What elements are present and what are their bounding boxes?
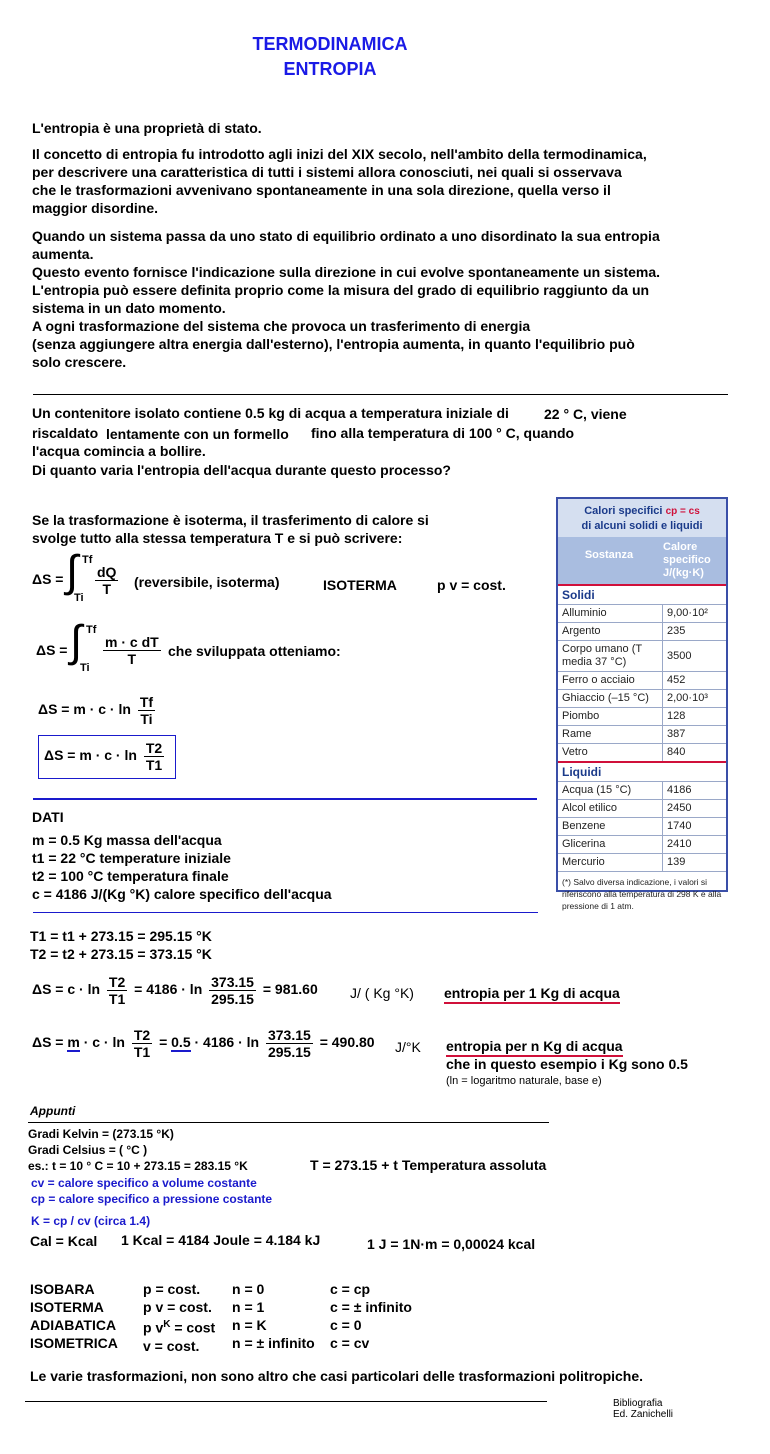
eq2-label-text: entropia per n Kg di acqua xyxy=(446,1038,623,1057)
cell-name: Ferro o acciaio xyxy=(558,672,663,689)
transformations-n xyxy=(232,1280,315,1352)
cell-name: Mercurio xyxy=(558,854,663,871)
cell-name: Piombo xyxy=(558,708,663,725)
eq1-label-text: entropia per 1 Kg di acqua xyxy=(444,985,620,1004)
transform-n: n = 0 xyxy=(232,1281,265,1297)
problem-line1b: 22 ° C, viene xyxy=(544,406,627,422)
problem-line2b: lentamente con un formello xyxy=(106,426,289,442)
transform-name: ISOBARA xyxy=(30,1281,95,1297)
cell-value: 840 xyxy=(667,746,686,758)
table-row xyxy=(558,604,726,622)
calc-T2: T2 = t2 + 273.15 = 373.15 °K xyxy=(30,946,212,962)
appunti-heading: Appunti xyxy=(30,1104,76,1118)
table-row xyxy=(558,689,726,707)
eq-part: ΔS = c · ln xyxy=(32,981,101,998)
page-title: TERMODINAMICA xyxy=(252,34,408,54)
denominator: T1 xyxy=(145,757,163,773)
denominator: T1 xyxy=(108,991,126,1007)
k-note: K = cp / cv (circa 1.4) xyxy=(31,1214,151,1228)
transform-eq-tail: = cost xyxy=(170,1319,216,1336)
intro-p3-line: Quando un sistema passa da uno stato di equilibrio ordinato a uno disordinato la sua entropia xyxy=(32,228,660,244)
intro-p3 xyxy=(32,227,660,371)
transform-name: ADIABATICA xyxy=(30,1317,117,1333)
boxed-formula-content xyxy=(44,740,167,773)
intro-p3-line: sistema in un dato momento. xyxy=(32,300,226,316)
transformations-eqs xyxy=(143,1280,215,1355)
ln-note: (ln = logaritmo naturale, base e) xyxy=(446,1075,602,1087)
bibliography-source: Ed. Zanichelli xyxy=(613,1409,674,1420)
table-row xyxy=(558,671,726,689)
problem-question: Di quanto varia l'entropia dell'acqua durante questo processo? xyxy=(32,462,451,478)
upper-limit-2: Tf xyxy=(86,624,97,636)
eq2-label xyxy=(446,1038,623,1054)
table-row xyxy=(558,853,726,871)
table-row xyxy=(558,622,726,640)
problem-line1a: Un contenitore isolato contiene 0.5 kg di acqua a temperatura iniziale di xyxy=(32,405,509,421)
numerator: 373.15 xyxy=(211,974,254,990)
boxed-formula xyxy=(38,735,176,779)
eq-part: = 4186 · ln xyxy=(134,981,203,998)
formula-text: ΔS = m · c · ln xyxy=(44,747,137,764)
lower-limit-2: Ti xyxy=(80,662,90,674)
cell-value: 452 xyxy=(667,674,686,686)
eq-part: · c · ln xyxy=(83,1034,125,1051)
cell-name: Ghiaccio (–15 °C) xyxy=(558,690,663,707)
transform-n: n = 1 xyxy=(232,1299,265,1315)
absolute-temperature: T = 273.15 + t Temperatura assoluta xyxy=(310,1157,547,1173)
denominator: T1 xyxy=(133,1044,151,1060)
transform-eq: p = cost. xyxy=(143,1281,201,1297)
reversibile-note: (reversibile, isoterma) xyxy=(134,574,280,590)
page-subtitle: ENTROPIA xyxy=(283,59,377,79)
intro-p1: L'entropia è una proprietà di stato. xyxy=(32,120,262,136)
dati-row: t2 = 100 °C temperatura finale xyxy=(32,868,229,884)
table-row xyxy=(558,707,726,725)
cell-value: 128 xyxy=(667,710,686,722)
denominator: T xyxy=(127,651,137,667)
intro-p3-line: aumenta. xyxy=(32,246,94,262)
eq2-unit: J/°K xyxy=(395,1039,421,1055)
intro-p3-line: L'entropia può essere definita proprio come la misura del grado di equilibrio raggiunto da un xyxy=(32,282,650,298)
bibliography-label: Bibliografia xyxy=(613,1398,663,1409)
transform-eq: v = cost. xyxy=(143,1337,200,1354)
problem-line2a: riscaldato xyxy=(32,425,99,441)
formula-text: ΔS = m · c · ln xyxy=(38,701,131,718)
transform-n: n = K xyxy=(232,1317,267,1333)
integral-symbol: ∫ xyxy=(66,547,79,596)
denominator: Ti xyxy=(140,711,153,727)
numerator: T2 xyxy=(145,740,163,756)
numerator: 373.15 xyxy=(267,1027,311,1043)
upper-limit: Tf xyxy=(82,554,93,566)
denominator: 295.15 xyxy=(211,991,254,1007)
eq-result: = 981.60 xyxy=(262,981,318,998)
divider-blue xyxy=(33,798,537,800)
cell-value: 235 xyxy=(667,625,686,637)
table-row xyxy=(558,640,726,671)
delta-s-label: ΔS = xyxy=(32,571,64,587)
problem-line3: l'acqua comincia a bollire. xyxy=(32,443,206,459)
cell-value: 387 xyxy=(667,728,686,740)
eq1-label xyxy=(444,985,620,1001)
eq-part: ΔS = xyxy=(32,1034,64,1051)
eq-part: · 4186 · ln xyxy=(194,1034,260,1051)
table-title-text: Calori specifici xyxy=(584,505,663,517)
formula-mcln xyxy=(38,694,158,727)
transform-n: n = ± infinito xyxy=(232,1335,315,1351)
dati-heading: DATI xyxy=(32,809,64,825)
table-row xyxy=(558,743,726,761)
intro-p2-line: per descrivere una caratteristica di tutti i sistemi allora conosciuti, nei quali si osservava xyxy=(32,164,622,180)
eq-mass: m xyxy=(67,1034,80,1051)
cp-note: cp = calore specifico a pressione costante xyxy=(31,1192,273,1206)
lower-limit: Ti xyxy=(74,592,84,604)
denominator: T xyxy=(102,581,111,597)
transform-eq-exponent: K xyxy=(163,1319,171,1330)
celsius-note: Gradi Celsius = ( °C ) xyxy=(28,1143,148,1157)
equation-1 xyxy=(32,974,318,1007)
numerator: Tf xyxy=(139,694,154,710)
intro-p2-line: maggior disordine. xyxy=(32,200,159,216)
cell-value: 139 xyxy=(667,856,686,868)
transform-c: c = cv xyxy=(330,1335,370,1351)
kelvin-note: Gradi Kelvin = (273.15 °K) xyxy=(28,1127,174,1141)
eq-mass-value: 0.5 xyxy=(171,1034,191,1051)
divider-thin xyxy=(33,912,538,913)
fraction-mcdt xyxy=(100,634,164,667)
dati-list xyxy=(32,831,332,903)
numerator: m · c dT xyxy=(105,634,159,650)
denominator: 295.15 xyxy=(267,1044,311,1060)
cell-value: 2450 xyxy=(667,802,692,814)
cell-value: 4186 xyxy=(667,784,692,796)
cv-note: cv = calore specifico a volume costante xyxy=(31,1176,257,1190)
intro-p2 xyxy=(32,145,647,217)
table-header xyxy=(558,537,726,584)
cell-value: 3500 xyxy=(667,650,692,662)
cal-note: Cal = Kcal xyxy=(30,1233,98,1249)
intro-p2-line: che le trasformazioni avvenivano spontaneamente in una sola direzione, quella verso il xyxy=(32,182,611,198)
delta-s-label-2: ΔS = xyxy=(36,642,68,658)
section-solidi: Solidi xyxy=(558,584,726,604)
calc-T1: T1 = t1 + 273.15 = 295.15 °K xyxy=(30,928,212,944)
intro-p3-line: (senza aggiungere altra energia dall'esterno), l'entropia aumenta, in quanto l'equilibrio può xyxy=(32,336,635,352)
pv-constant: p v = cost. xyxy=(437,577,506,593)
specific-heat-table xyxy=(556,497,728,911)
divider xyxy=(28,1122,549,1123)
eq2-sub: che in questo esempio i Kg sono 0.5 xyxy=(446,1056,688,1072)
dati-row: c = 4186 J/(Kg °K) calore specifico dell'acqua xyxy=(32,886,332,902)
example-note: es.: t = 10 ° C = 10 + 273.15 = 283.15 °K xyxy=(28,1159,248,1173)
transform-name: ISOMETRICA xyxy=(30,1335,118,1351)
cell-name: Corpo umano (T media 37 °C) xyxy=(558,641,663,671)
transform-eq xyxy=(143,1316,215,1337)
bibliography xyxy=(613,1398,673,1420)
isoterma-label: ISOTERMA xyxy=(323,577,397,593)
transform-eq-base: p v xyxy=(143,1319,164,1336)
transform-c: c = cp xyxy=(330,1281,371,1297)
transformations-c xyxy=(330,1280,412,1352)
eq-part: = xyxy=(159,1034,168,1051)
table-row xyxy=(558,817,726,835)
transform-eq: p v = cost. xyxy=(143,1299,212,1315)
numerator: T2 xyxy=(108,974,126,990)
col-header-value: Calore specifico J/(kg·K) xyxy=(663,541,711,579)
table-title-text: di alcuni solidi e liquidi xyxy=(581,520,703,532)
cell-name: Rame xyxy=(558,726,663,743)
table-footnote: (*) Salvo diversa indicazione, i valori si riferiscono alla temperatura di 298 K e alla pressione di 1 atm. xyxy=(558,871,726,916)
transform-name: ISOTERMA xyxy=(30,1299,104,1315)
equation-2 xyxy=(32,1027,375,1060)
kcal-note: 1 Kcal = 4184 Joule = 4.184 kJ xyxy=(121,1232,321,1248)
table-title-red: cp = cs xyxy=(665,506,700,517)
cell-value: 9,00·10² xyxy=(667,607,708,619)
dati-row: m = 0.5 Kg massa dell'acqua xyxy=(32,832,222,848)
cell-name: Benzene xyxy=(558,818,663,835)
problem-line2c: fino alla temperatura di 100 ° C, quando xyxy=(311,425,575,441)
divider xyxy=(33,394,728,395)
transform-c: c = 0 xyxy=(330,1317,362,1333)
joule-note: 1 J = 1N·m = 0,00024 kcal xyxy=(367,1236,536,1252)
conclusion: Le varie trasformazioni, non sono altro che casi particolari delle trasformazioni politropiche. xyxy=(30,1368,644,1384)
solution-line1: Se la trasformazione è isoterma, il trasferimento di calore si xyxy=(32,512,429,528)
table-row xyxy=(558,781,726,799)
cell-value: 2,00·10³ xyxy=(667,692,708,704)
intro-p3-line: A ogni trasformazione del sistema che provoca un trasferimento di energia xyxy=(32,318,531,334)
cell-name: Alluminio xyxy=(558,605,663,622)
fraction-dq-t xyxy=(92,564,121,597)
cell-value: 1740 xyxy=(667,820,692,832)
table-row xyxy=(558,835,726,853)
solution-line2: svolge tutto alla stessa temperatura T e si può scrivere: xyxy=(32,530,403,546)
transformations-names xyxy=(30,1280,118,1352)
numerator: T2 xyxy=(133,1027,151,1043)
cell-value: 2410 xyxy=(667,838,692,850)
sviluppata-text: che sviluppata otteniamo: xyxy=(168,643,341,659)
table-row xyxy=(558,799,726,817)
transform-c: c = ± infinito xyxy=(330,1299,412,1315)
divider xyxy=(25,1401,547,1402)
dati-row: t1 = 22 °C temperature iniziale xyxy=(32,850,231,866)
intro-p3-line: Questo evento fornisce l'indicazione sulla direzione in cui evolve spontaneamente un sistema. xyxy=(32,264,661,280)
cell-name: Argento xyxy=(558,623,663,640)
section-liquidi: Liquidi xyxy=(558,761,726,781)
eq1-unit: J/ ( Kg °K) xyxy=(350,985,414,1001)
numerator: dQ xyxy=(97,564,117,580)
col-header-substance: Sostanza xyxy=(584,549,634,561)
integral-symbol: ∫ xyxy=(70,617,83,666)
cell-name: Acqua (15 °C) xyxy=(558,782,663,799)
intro-p3-line: solo crescere. xyxy=(32,354,127,370)
eq-result: = 490.80 xyxy=(319,1034,375,1051)
table-row xyxy=(558,725,726,743)
intro-p2-line: Il concetto di entropia fu introdotto agli inizi del XIX secolo, nell'ambito della termodinamica, xyxy=(32,146,647,162)
cell-name: Vetro xyxy=(558,744,663,761)
table-title xyxy=(558,499,726,537)
cell-name: Alcol etilico xyxy=(558,800,663,817)
cell-name: Glicerina xyxy=(558,836,663,853)
